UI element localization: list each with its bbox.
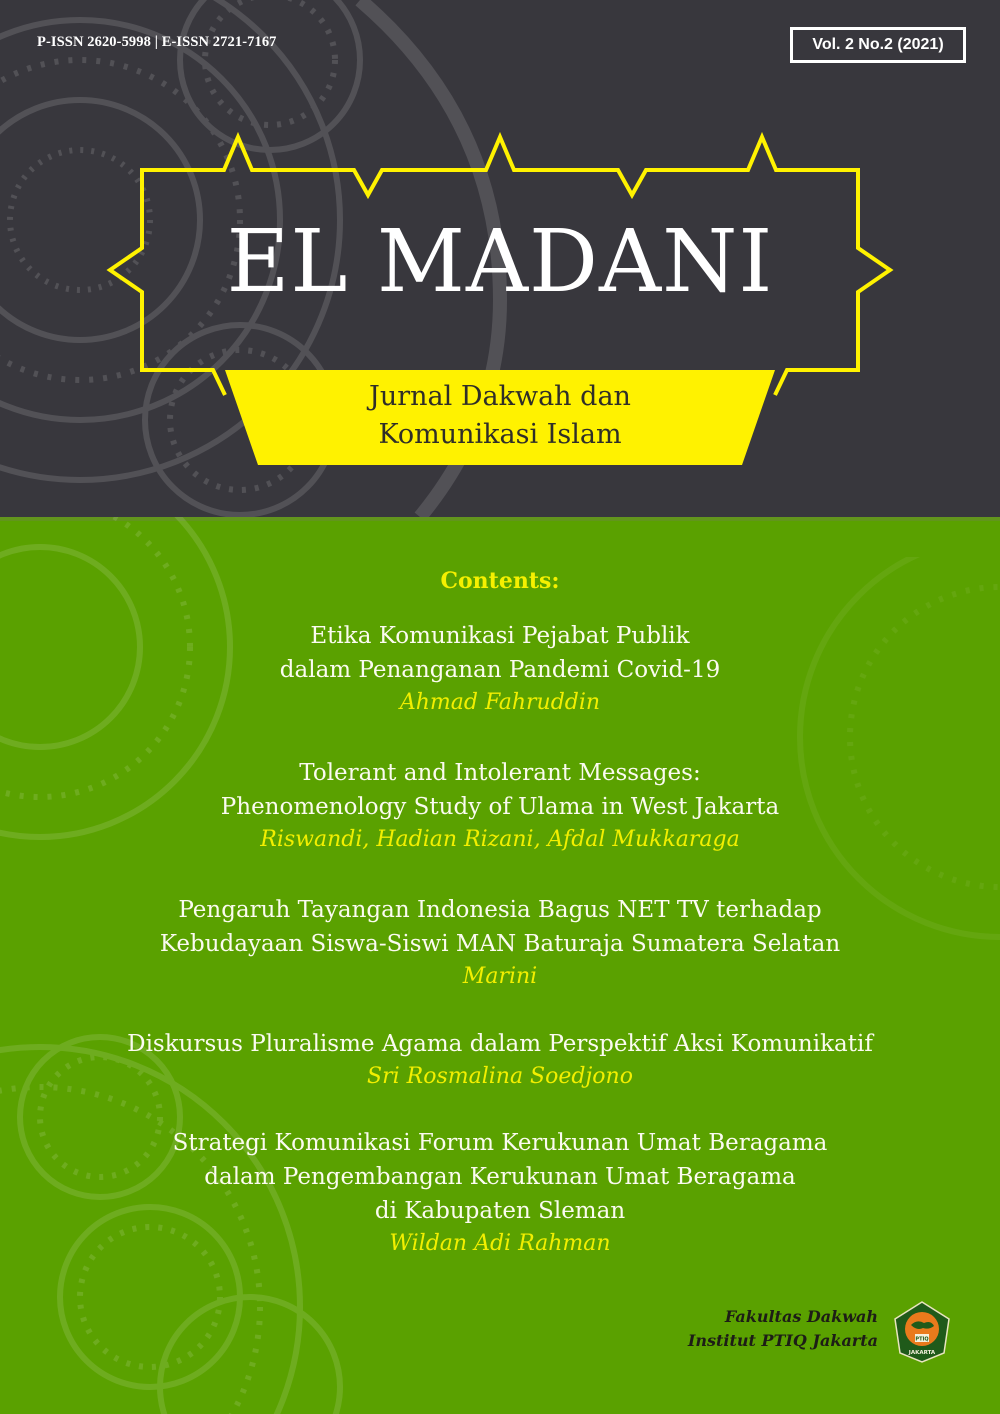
article-title-line: Etika Komunikasi Pejabat Publik — [310, 623, 690, 649]
article-authors: Riswandi, Hadian Rizani, Afdal Mukkaraga — [260, 827, 740, 852]
toc-entry-2[interactable] — [40, 756, 960, 856]
article-title-line: Tolerant and Intolerant Messages: — [299, 760, 701, 786]
toc-entry-5[interactable] — [40, 1126, 960, 1260]
article-title-line: Diskursus Pluralisme Agama dalam Perspektif Aksi Komunikatif — [127, 1031, 873, 1057]
article-title-line: di Kabupaten Sleman — [374, 1198, 626, 1224]
toc-entry-1[interactable] — [40, 619, 960, 719]
article-title-line: Phenomenology Study of Ulama in West Jakarta — [220, 794, 780, 820]
article-authors: Marini — [462, 964, 538, 989]
volume-badge: Vol. 2 No.2 (2021) — [790, 27, 966, 63]
publisher-institute: Institut PTIQ Jakarta — [687, 1331, 878, 1350]
svg-text:JAKARTA: JAKARTA — [908, 1350, 936, 1356]
issn-label: P-ISSN 2620-5998 | E-ISSN 2721-7167 — [37, 34, 277, 50]
article-title-line: Strategi Komunikasi Forum Kerukunan Umat Beragama — [172, 1130, 828, 1156]
article-title-line: Kebudayaan Siswa-Siswi MAN Baturaja Sumatera Selatan — [159, 931, 841, 957]
subtitle-line-1: Jurnal Dakwah dan — [369, 381, 631, 412]
toc-entry-4[interactable] — [40, 1027, 960, 1093]
article-authors: Sri Rosmalina Soedjono — [367, 1064, 633, 1089]
article-title-line: dalam Pengembangan Kerukunan Umat Beragama — [204, 1164, 796, 1190]
journal-title: EL MADANI — [226, 212, 774, 312]
cover-top-section — [0, 0, 1000, 517]
article-title-line: dalam Penanganan Pandemi Covid-19 — [279, 657, 721, 683]
article-title-line: Pengaruh Tayangan Indonesia Bagus NET TV terhadap — [178, 897, 822, 923]
subtitle-line-2: Komunikasi Islam — [378, 419, 622, 450]
article-authors: Wildan Adi Rahman — [389, 1231, 611, 1256]
toc-entry-3[interactable] — [40, 893, 960, 993]
journal-subtitle — [225, 378, 775, 454]
publisher-info — [688, 1305, 878, 1353]
publisher-faculty: Fakultas Dakwah — [724, 1307, 878, 1326]
ptiq-jakarta-emblem-icon — [893, 1301, 951, 1363]
contents-heading: Contents: — [440, 568, 560, 594]
svg-text:PTIQ: PTIQ — [915, 1336, 929, 1343]
article-authors: Ahmad Fahruddin — [399, 690, 601, 715]
